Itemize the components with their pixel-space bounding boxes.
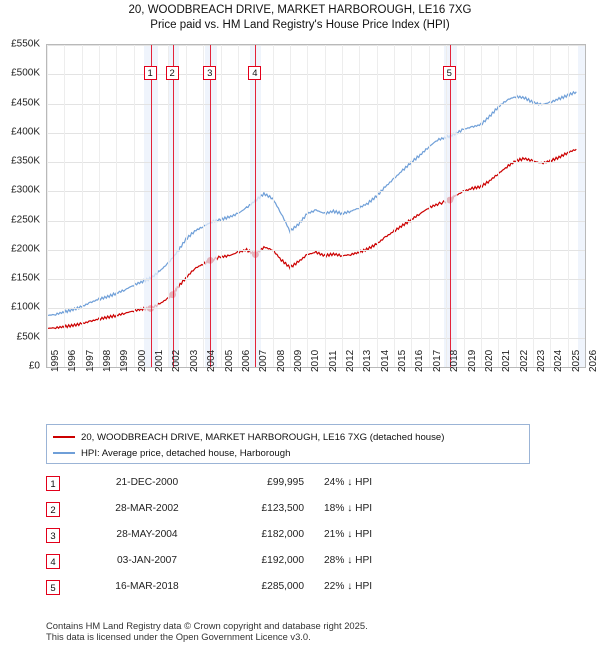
x-tick-label: 2025 [570,349,582,372]
row-hpi-delta: 24% ↓ HPI [324,477,373,488]
event-line-3 [210,45,211,367]
footer-line-2: This data is licensed under the Open Government Licence v3.0. [46,631,311,642]
series-line [47,92,576,316]
table-row [46,498,566,524]
x-tick-label: 2006 [240,349,252,372]
x-tick-label: 2026 [588,349,599,372]
gridline-vertical [568,45,569,367]
x-tick-label: 1997 [84,349,96,372]
gridline-horizontal [47,45,585,46]
gridline-vertical [446,45,447,367]
row-hpi-delta: 18% ↓ HPI [324,503,373,514]
row-price: £99,995 [267,477,304,488]
x-tick-label: 1998 [102,349,114,372]
gridline-horizontal [47,133,585,134]
x-tick-label: 2008 [275,349,287,372]
gridline-horizontal [47,74,585,75]
legend-swatch-hpi [53,452,75,454]
x-tick-label: 2011 [327,350,339,372]
y-tick-label: £500K [11,67,40,79]
row-marker: 4 [46,554,60,569]
gridline-horizontal [47,162,585,163]
chart-lines [47,45,585,367]
y-tick-label: £550K [11,38,40,50]
row-hpi-delta: 21% ↓ HPI [324,529,373,540]
gridline-vertical [116,45,117,367]
y-tick-label: £350K [11,155,40,167]
x-tick-label: 2010 [310,349,322,372]
x-tick-label: 2003 [188,349,200,372]
event-marker-5: 5 [443,66,456,80]
gridline-horizontal [47,221,585,222]
x-tick-label: 2000 [136,349,148,372]
x-axis-labels [46,349,599,416]
gridline-vertical [498,45,499,367]
gridline-horizontal [47,338,585,339]
gridline-vertical [411,45,412,367]
row-marker: 3 [46,528,60,543]
y-tick-label: £450K [11,97,40,109]
x-tick-label: 2014 [379,349,391,372]
x-tick-label: 2015 [397,349,409,372]
x-tick-label: 2009 [292,349,304,372]
row-marker: 5 [46,580,60,595]
footer-notice [46,620,591,642]
x-tick-label: 2013 [362,349,374,372]
title-line-1: 20, WOODBREACH DRIVE, MARKET HARBOROUGH, LE16 7XG [128,4,472,16]
event-band [168,45,178,367]
event-marker-1: 1 [144,66,157,80]
x-tick-label: 1996 [67,349,79,372]
row-price: £285,000 [261,581,304,592]
gridline-vertical [342,45,343,367]
x-tick-label: 1999 [119,349,131,372]
event-marker-4: 4 [248,66,261,80]
gridline-vertical [481,45,482,367]
row-date: 03-JAN-2007 [116,555,178,566]
gridline-vertical [359,45,360,367]
x-tick-label: 2007 [258,349,270,372]
legend-swatch-property [53,436,75,438]
gridline-vertical [516,45,517,367]
gridline-vertical [377,45,378,367]
title-line-2: Price paid vs. HM Land Registry's House Price Index (HPI) [150,19,450,31]
table-row [46,524,566,550]
gridline-vertical [585,45,586,367]
y-tick-label: £0 [28,360,40,372]
event-line-4 [255,45,256,367]
gridline-vertical [47,45,48,367]
row-date: 28-MAR-2002 [115,503,179,514]
legend-row-hpi [53,445,523,461]
row-date: 28-MAY-2004 [116,529,178,540]
y-tick-label: £300K [11,184,40,196]
x-tick-label: 1995 [50,349,61,372]
event-band [578,45,585,367]
page-title [0,3,600,33]
y-tick-label: £250K [11,214,40,226]
gridline-vertical [533,45,534,367]
chart-plot-area [46,44,586,368]
footer-line-1: Contains HM Land Registry data © Crown copyright and database right 2025. [46,620,368,631]
x-tick-label: 2018 [449,349,461,372]
series-line [47,149,576,328]
legend-row-property [53,429,523,445]
x-tick-label: 2024 [553,349,565,372]
event-line-2 [173,45,174,367]
gridline-vertical [394,45,395,367]
transactions-table [46,472,566,602]
y-tick-label: £400K [11,126,40,138]
row-marker: 2 [46,502,60,517]
gridline-vertical [168,45,169,367]
legend-label-hpi: HPI: Average price, detached house, Harborough [81,447,291,459]
event-line-1 [151,45,152,367]
y-axis-labels [0,38,44,372]
event-marker-3: 3 [203,66,216,80]
x-tick-label: 2019 [466,349,478,372]
gridline-vertical [82,45,83,367]
x-tick-label: 2005 [223,349,235,372]
x-tick-label: 2002 [171,349,183,372]
x-tick-label: 2022 [518,349,530,372]
x-tick-label: 2004 [206,349,218,372]
gridline-vertical [429,45,430,367]
event-marker-2: 2 [166,66,179,80]
gridline-vertical [134,45,135,367]
gridline-vertical [203,45,204,367]
gridline-horizontal [47,308,585,309]
row-date: 21-DEC-2000 [115,477,179,488]
chart-legend [46,424,530,464]
table-row [46,472,566,498]
event-line-5 [450,45,451,367]
gridline-vertical [221,45,222,367]
gridline-vertical [464,45,465,367]
gridline-vertical [238,45,239,367]
gridline-vertical [290,45,291,367]
x-tick-label: 2023 [535,349,547,372]
x-tick-label: 2001 [154,349,166,372]
table-row [46,550,566,576]
x-tick-label: 2017 [431,349,443,372]
y-tick-label: £50K [16,331,40,343]
y-tick-label: £100K [11,301,40,313]
row-price: £123,500 [261,503,304,514]
row-hpi-delta: 28% ↓ HPI [324,555,373,566]
table-row [46,576,566,602]
gridline-horizontal [47,279,585,280]
gridline-vertical [307,45,308,367]
y-tick-label: £200K [11,243,40,255]
gridline-vertical [99,45,100,367]
x-tick-label: 2016 [414,349,426,372]
row-date: 16-MAR-2018 [115,581,179,592]
gridline-horizontal [47,191,585,192]
gridline-vertical [273,45,274,367]
legend-label-property: 20, WOODBREACH DRIVE, MARKET HARBOROUGH, LE16 7XG (detached house) [81,431,445,443]
row-price: £192,000 [261,555,304,566]
gridline-vertical [325,45,326,367]
x-tick-label: 2012 [345,349,357,372]
gridline-horizontal [47,250,585,251]
y-tick-label: £150K [11,272,40,284]
gridline-vertical [64,45,65,367]
row-marker: 1 [46,476,60,491]
gridline-vertical [550,45,551,367]
gridline-horizontal [47,104,585,105]
gridline-vertical [186,45,187,367]
x-tick-label: 2021 [501,349,513,372]
row-hpi-delta: 22% ↓ HPI [324,581,373,592]
x-tick-label: 2020 [483,349,495,372]
row-price: £182,000 [261,529,304,540]
